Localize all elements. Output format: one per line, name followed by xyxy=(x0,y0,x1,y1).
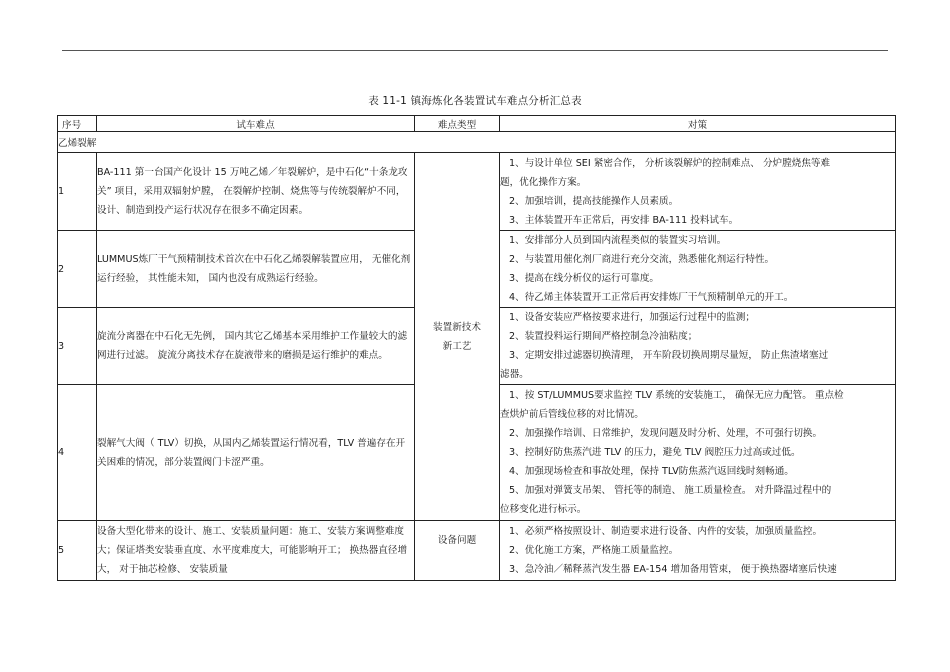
header-no: 序号 xyxy=(58,116,97,132)
strategy-line: 3、控制好防焦蒸汽进 TLV 的压力，避免 TLV 阀腔压力过高或过低。 xyxy=(509,447,801,458)
strategy-line: 题，优化操作方案。 xyxy=(500,176,587,188)
difficulty-cell: 设备大型化带来的设计、施工、安装质量问题：施工、安装方案调整难度大；保证塔类安装垂直度、水平度难度大，可能影响开工； 换热器直径增大， 对于抽芯检修、 安装质量 xyxy=(97,521,415,581)
strategy-cell xyxy=(500,308,896,385)
difficulty-cell: BA-111 第一台国产化设计 15 万吨乙烯／年裂解炉，是中石化“十条龙攻关” 项目，采用双辐射炉膛， 在裂解炉控制、烧焦等与传统裂解炉不同， 设计、制造到投产运行状况存在很多不确定因素。 xyxy=(97,153,415,231)
strategy-line: 3、急冷油／稀释蒸汽发生器 EA-154 增加备用管束， 便于换热器堵塞后快速 xyxy=(509,564,837,575)
header-rule xyxy=(62,50,888,51)
strategy-line: 2、加强培训，提高技能操作人员素质。 xyxy=(509,195,679,207)
table-row xyxy=(58,153,896,231)
strategy-line: 1、安排部分人员到国内流程类似的装置实习培训。 xyxy=(509,235,727,246)
strategy-line: 4、待乙烯主体装置开工正常后再安排炼厂干气预精制单元的开工。 xyxy=(509,292,794,303)
strategy-line: 1、按 ST/LUMMUS要求监控 TLV 系统的安装施工， 确保无应力配管。 重点检 xyxy=(509,390,844,401)
strategy-line: 查烘炉前后管线位移的对比情况。 xyxy=(500,409,644,420)
strategy-cell xyxy=(500,231,896,308)
strategy-line: 3、定期安排过滤器切换清理， 开车阶段切换周期尽量短， 防止焦渣堵塞过 xyxy=(509,350,829,361)
strategy-cell xyxy=(500,521,896,581)
header-row xyxy=(58,116,896,132)
row-number: 4 xyxy=(58,385,97,521)
difficulty-cell: 旋流分离器在中石化无先例， 国内其它乙烯基本采用维护工作量较大的滤网进行过滤。 旋流分离技术存在旋液带来的磨损是运行维护的难点。 xyxy=(97,308,415,385)
strategy-line: 2、加强操作培训、日常维护，发现问题及时分析、处理，不可强行切换。 xyxy=(509,428,823,439)
strategy-line: 1、必须严格按照设计、制造要求进行设备、内件的安装，加强质量监控。 xyxy=(509,526,823,537)
row-number: 5 xyxy=(58,521,97,581)
header-strategy: 对策 xyxy=(500,116,896,132)
difficulty-cell: LUMMUS炼厂干气预精制技术首次在中石化乙烯裂解装置应用， 无催化剂运行经验， 其性能未知， 国内也没有成熟运行经验。 xyxy=(97,231,415,308)
type-cell: 设备问题 xyxy=(415,521,500,581)
strategy-line: 2、装置投料运行期间严格控制急冷油粘度； xyxy=(509,331,698,342)
strategy-line: 3、主体装置开车正常后，再安排 BA-111 投料试车。 xyxy=(509,214,739,226)
table-caption: 表 11-1 镇海炼化各装置试车难点分析汇总表 xyxy=(368,95,582,107)
row-number: 1 xyxy=(58,153,97,231)
strategy-line: 位移变化进行标示。 xyxy=(500,504,587,515)
strategy-cell xyxy=(500,385,896,521)
strategy-line: 滤器。 xyxy=(500,369,529,380)
table-row xyxy=(58,521,896,581)
strategy-line: 4、加强现场检查和事故处理，保持 TLV防焦蒸汽返回线时刻畅通。 xyxy=(509,466,794,477)
row-number: 2 xyxy=(58,231,97,308)
strategy-line: 1、与设计单位 SEI 紧密合作， 分析该裂解炉的控制难点、 分炉膛烧焦等难 xyxy=(509,157,831,169)
strategy-cell xyxy=(500,153,896,231)
summary-table xyxy=(57,115,896,581)
strategy-line: 3、提高在线分析仪的运行可靠度。 xyxy=(509,273,660,284)
strategy-line: 1、设备安装应严格按要求进行，加强运行过程中的监测； xyxy=(509,312,755,323)
header-difficulty: 试车难点 xyxy=(97,116,415,132)
strategy-line: 2、优化施工方案，严格施工质量监控。 xyxy=(509,545,679,556)
row-number: 3 xyxy=(58,308,97,385)
section-row xyxy=(58,132,896,153)
header-type: 难点类型 xyxy=(415,116,500,132)
difficulty-cell: 裂解气大阀（ TLV）切换，从国内乙烯装置运行情况看，TLV 普遍存在开关困难的情况，部分装置阀门卡涩严重。 xyxy=(97,385,415,521)
section-label: 乙烯裂解 xyxy=(58,132,896,153)
strategy-line: 2、与装置用催化剂厂商进行充分交流，熟悉催化剂运行特性。 xyxy=(509,254,775,265)
type-cell: 装置新技术新工艺 xyxy=(415,153,500,521)
strategy-line: 5、加强对弹簧支吊架、 管托等的制造、 施工质量检查。 对升降温过程中的 xyxy=(509,485,832,496)
